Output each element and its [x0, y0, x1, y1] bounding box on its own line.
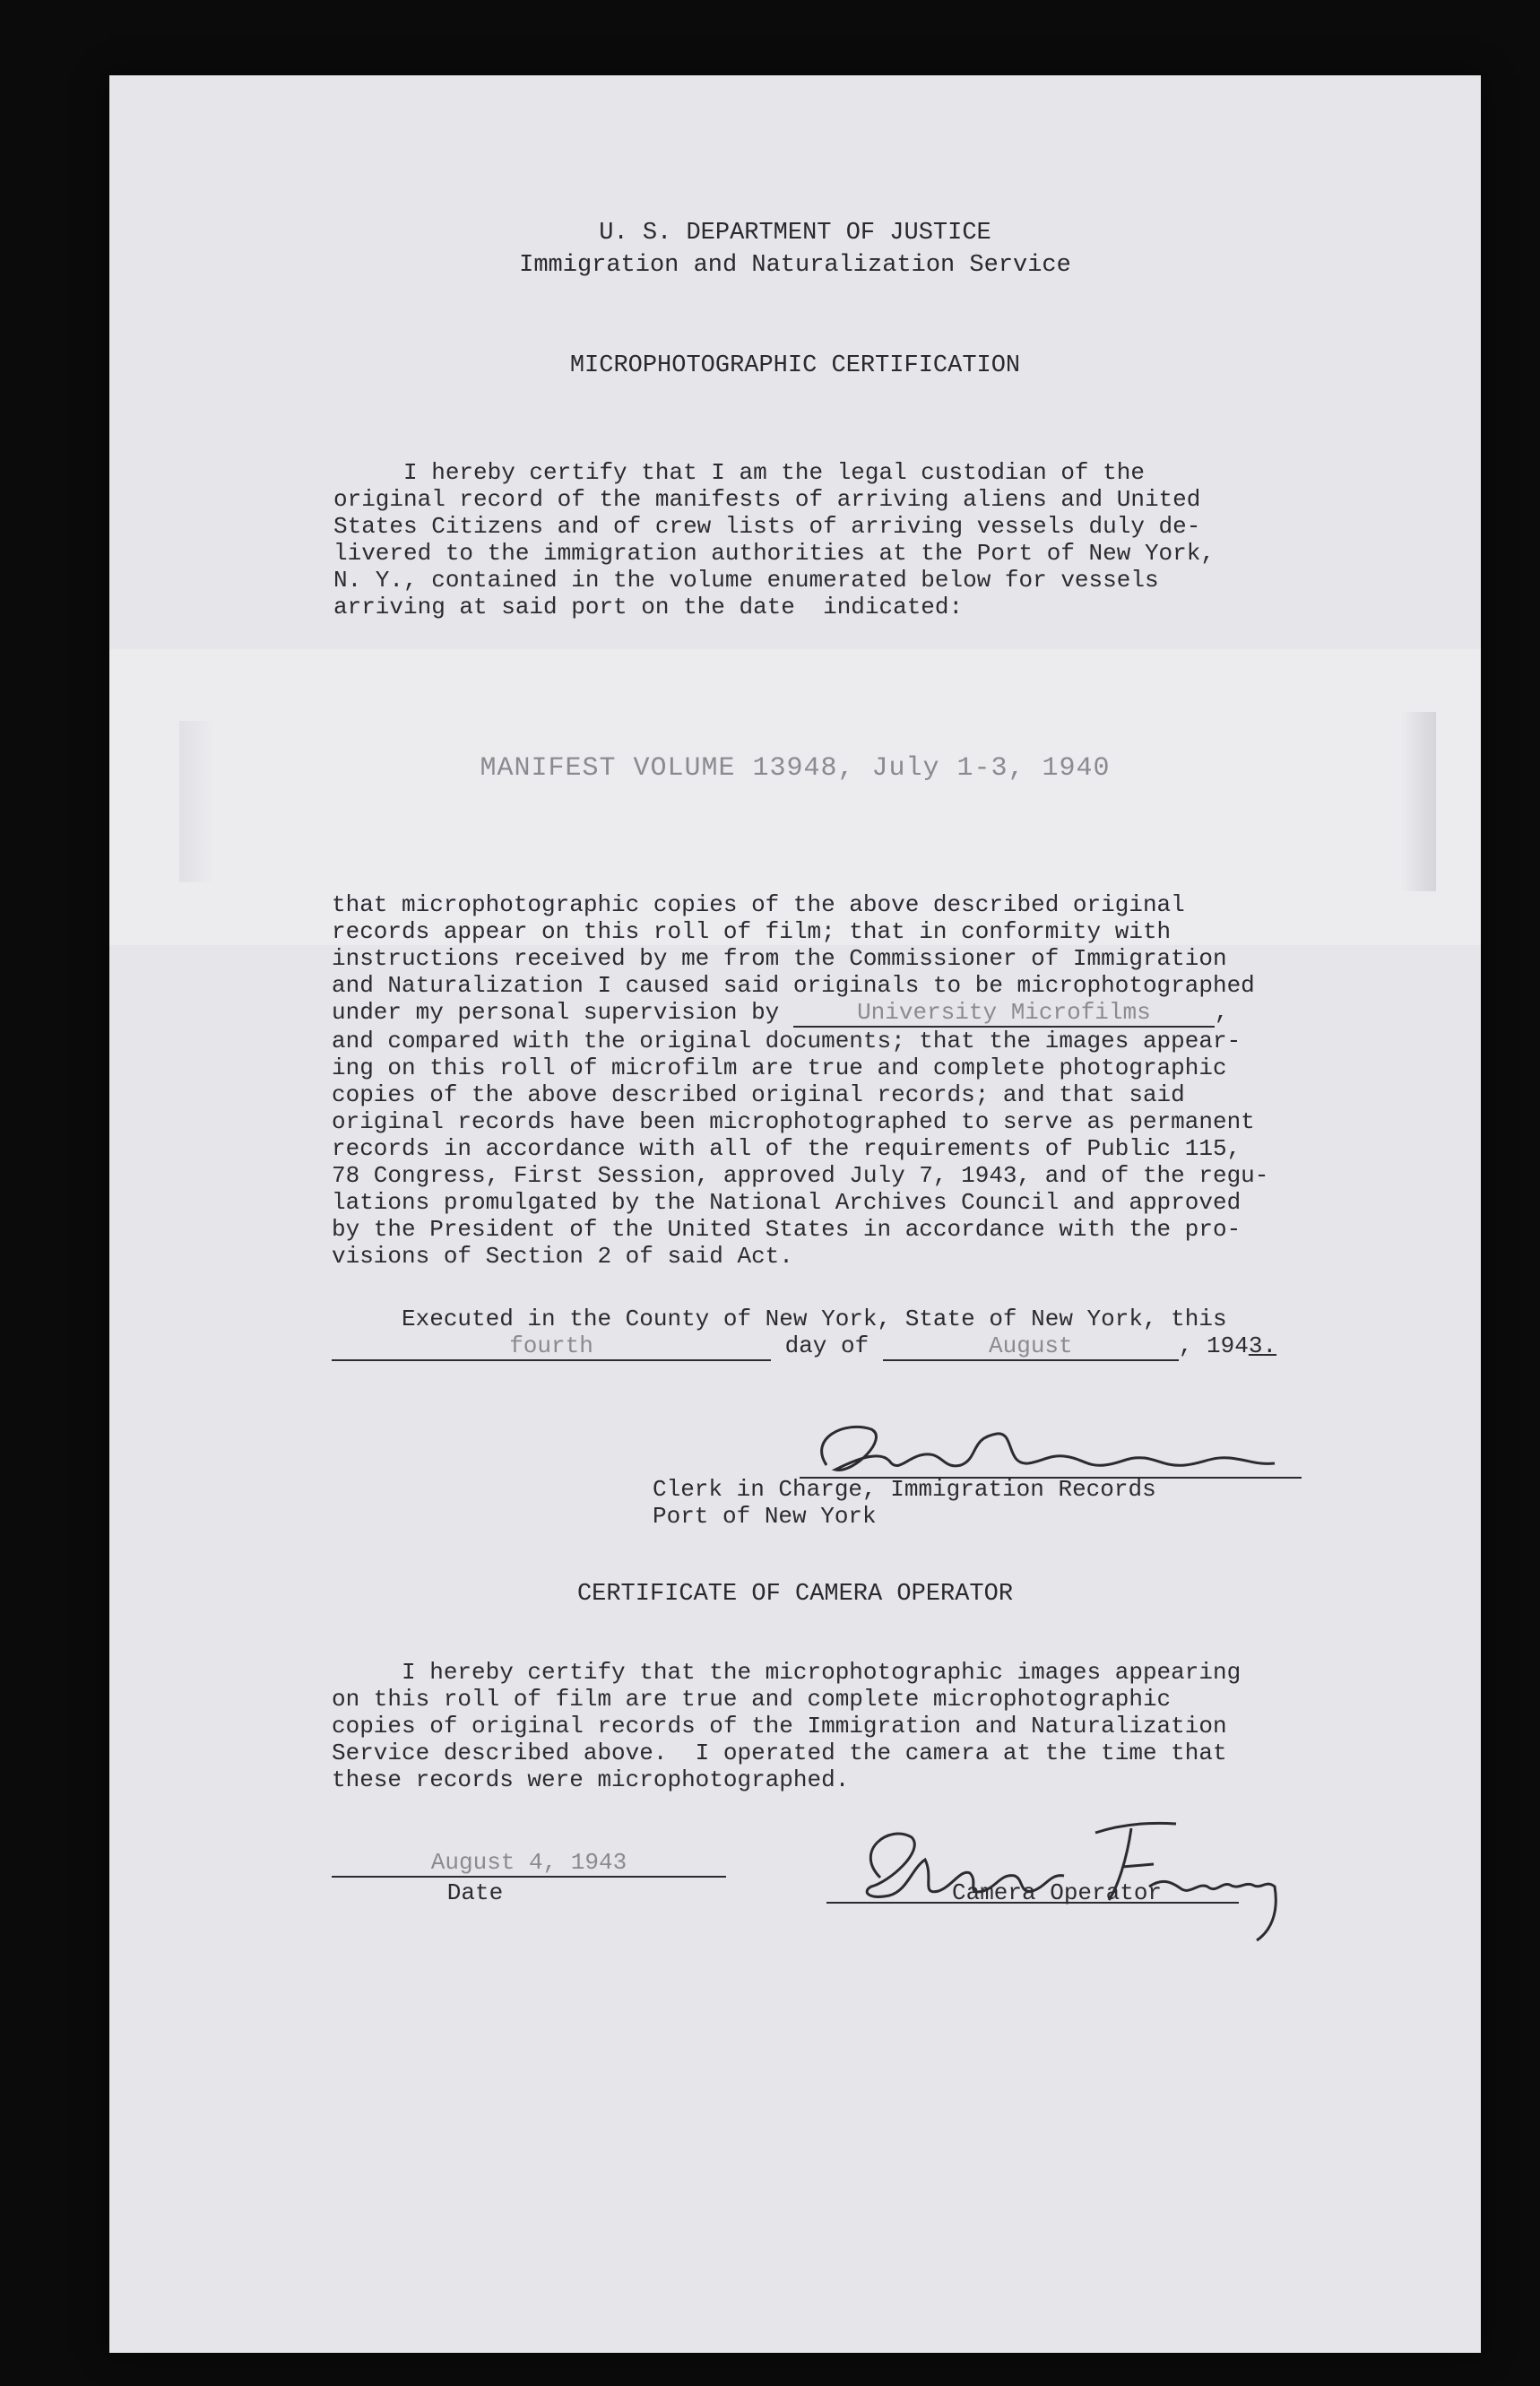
body-line: visions of Section 2 of said Act.: [332, 1243, 793, 1270]
supervision-suffix: ,: [1214, 999, 1229, 1026]
operator-date-value: August 4, 1943: [332, 1849, 726, 1878]
executed-year-suffix: 3.: [1248, 1332, 1277, 1359]
executed-line: Executed in the County of New York, State of New York, this: [332, 1306, 1227, 1332]
intro-line: arriving at said port on the date indicated:: [333, 594, 964, 620]
body-line: that microphotographic copies of the above described original: [332, 891, 1185, 918]
intro-line: I hereby certify that I am the legal custodian of the: [333, 459, 1145, 486]
executed-date-line: [332, 1332, 1276, 1361]
film-edge-shadow: [179, 721, 215, 882]
intro-line: N. Y., contained in the volume enumerated below for vessels: [333, 567, 1159, 594]
clerk-location: Port of New York: [653, 1503, 877, 1530]
certificate-page: [109, 75, 1481, 2353]
clerk-title: Clerk in Charge, Immigration Records: [653, 1476, 1156, 1503]
supervision-filled-value: University Microfilms: [793, 999, 1215, 1028]
camera-cert-line: Service described above. I operated the camera at the time that: [332, 1740, 1227, 1766]
supervision-line: [332, 999, 1268, 1028]
certification-title: MICROPHOTOGRAPHIC CERTIFICATION: [569, 352, 1021, 379]
body-line: records in accordance with all of the requirements of Public 115,: [332, 1135, 1242, 1162]
camera-cert-title: CERTIFICATE OF CAMERA OPERATOR: [576, 1581, 1014, 1608]
body-line: 78 Congress, First Session, approved July 7, 1943, and of the regu-: [332, 1162, 1269, 1189]
operator-date-label: Date: [446, 1879, 504, 1906]
body-line: and Naturalization I caused said originals to be microphotographed: [332, 972, 1255, 999]
camera-cert-line: copies of original records of the Immigration and Naturalization: [332, 1713, 1227, 1740]
camera-cert-paragraph: [332, 1659, 1241, 1793]
film-edge-shadow: [1400, 712, 1436, 891]
body-line: instructions received by me from the Commissioner of Immigration: [332, 945, 1227, 972]
intro-line: livered to the immigration authorities at the Port of New York,: [333, 540, 1215, 567]
executed-day-of: day of: [771, 1332, 883, 1359]
operator-label: Camera Operator: [952, 1879, 1163, 1906]
service-heading: Immigration and Naturalization Service: [519, 252, 1071, 279]
body-line: original records have been microphotographed to serve as permanent: [332, 1108, 1255, 1135]
camera-cert-line: these records were microphotographed.: [332, 1766, 850, 1793]
department-heading: U. S. DEPARTMENT OF JUSTICE: [599, 220, 991, 247]
camera-cert-line: on this roll of film are true and complete microphotographic: [332, 1686, 1172, 1713]
intro-paragraph: [333, 459, 1215, 620]
executed-day-value: fourth: [332, 1332, 771, 1361]
manifest-volume-title: MANIFEST VOLUME 13948, July 1-3, 1940: [480, 753, 1111, 784]
body-line: ing on this roll of microfilm are true and complete photographic: [332, 1054, 1227, 1081]
intro-line: original record of the manifests of arriving aliens and United: [333, 486, 1201, 513]
executed-block: [332, 1306, 1276, 1361]
camera-cert-line: I hereby certify that the microphotographic images appearing: [332, 1659, 1242, 1686]
body-line: and compared with the original documents; that the images appear-: [332, 1028, 1242, 1054]
intro-line: States Citizens and of crew lists of arriving vessels duly de-: [333, 513, 1201, 540]
body-line: copies of the above described original records; and that said: [332, 1081, 1185, 1108]
supervision-prefix: under my personal supervision by: [332, 999, 793, 1026]
operator-signature: [826, 1797, 1311, 1949]
executed-year-prefix: , 194: [1178, 1332, 1249, 1359]
executed-month-value: August: [883, 1332, 1179, 1361]
body-line: records appear on this roll of film; that in conformity with: [332, 918, 1172, 945]
body-line: by the President of the United States in accordance with the pro-: [332, 1216, 1242, 1243]
body-line: lations promulgated by the National Archives Council and approved: [332, 1189, 1242, 1216]
body-paragraph: [332, 891, 1268, 1270]
